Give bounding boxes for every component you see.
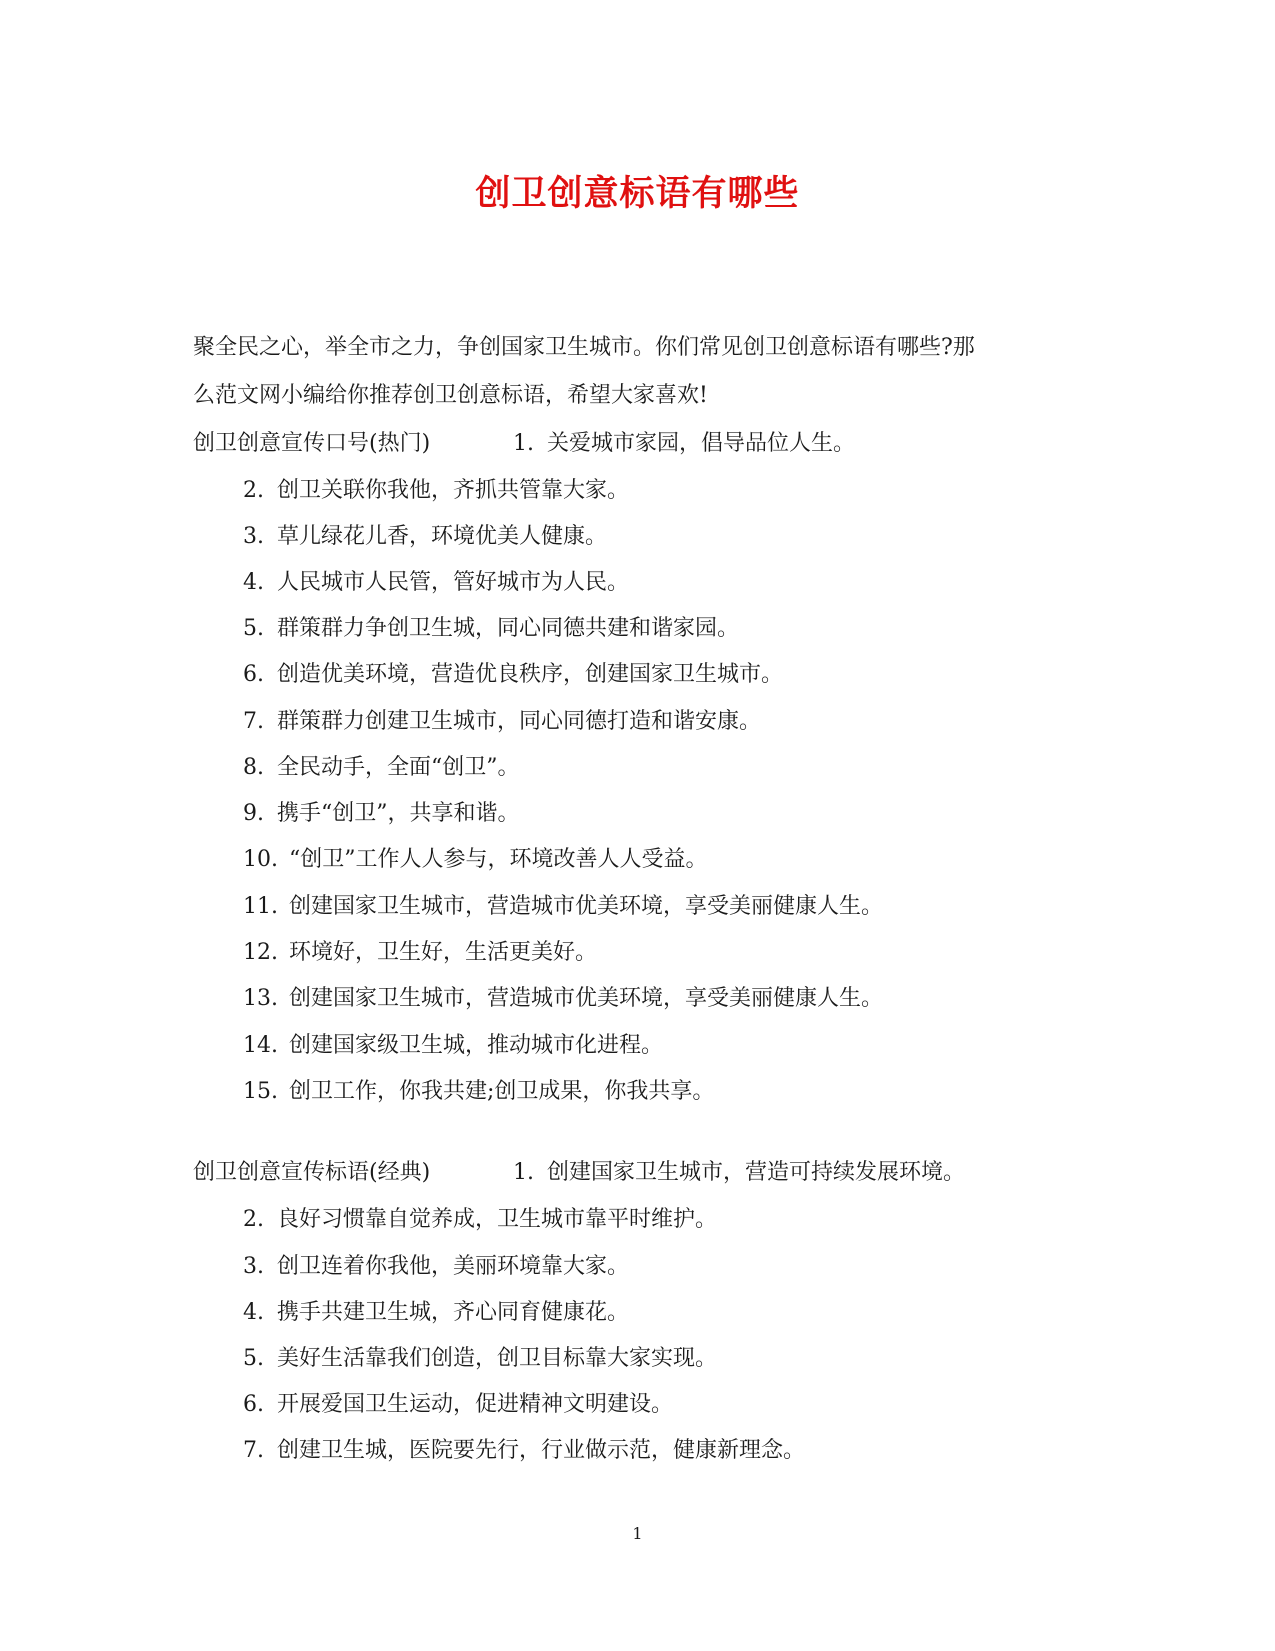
section-2-item-1 [513,1158,965,1188]
item-number: 6. [243,662,264,687]
section-1-heading: 创卫创意宣传口号(热门) [193,431,431,456]
section-1-item-9 [243,799,520,829]
section-1-item-10 [243,845,708,875]
item-number: 1. [513,1160,534,1185]
section-2-item-4 [243,1298,629,1328]
item-number: 5. [243,1346,264,1371]
section-2-item-5 [243,1344,717,1374]
item-number: 8. [243,755,264,780]
item-number: 5. [243,616,264,641]
section-2-item-2 [243,1205,717,1235]
section-1-item-2 [243,476,629,506]
item-text: 美好生活靠我们创造，创卫目标靠大家实现。 [277,1346,718,1371]
item-text: 创建国家卫生城市，营造城市优美环境，享受美丽健康人生。 [289,894,884,919]
item-number: 12. [243,940,278,965]
section-1-heading-line [193,429,855,459]
section-2-heading-line [193,1158,965,1188]
item-text: 良好习惯靠自觉养成，卫生城市靠平时维护。 [277,1207,718,1232]
section-1-item-15 [243,1077,714,1107]
item-text: 全民动手，全面“创卫”。 [277,755,520,780]
section-1-item-8 [243,753,520,783]
page-number: 1 [632,1524,643,1543]
item-number: 3. [243,1254,264,1279]
item-number: 11. [243,894,278,919]
item-number: 2. [243,478,264,503]
item-text: 创造优美环境，营造优良秩序，创建国家卫生城市。 [277,662,784,687]
section-2-item-6 [243,1390,673,1420]
item-number: 13. [243,986,278,1011]
item-text: 开展爱国卫生运动，促进精神文明建设。 [277,1392,674,1417]
item-text: 创卫工作，你我共建;创卫成果，你我共享。 [289,1079,715,1104]
section-1-item-1 [513,429,855,459]
item-number: 3. [243,524,264,549]
section-1-item-12 [243,938,597,968]
item-number: 10. [243,847,278,872]
item-text: 携手“创卫”，共享和谐。 [277,801,520,826]
item-text: 创卫连着你我他，美丽环境靠大家。 [277,1254,630,1279]
item-text: 创卫关联你我他，齐抓共管靠大家。 [277,478,630,503]
item-text: 人民城市人民管，管好城市为人民。 [277,570,630,595]
item-text: 草儿绿花儿香，环境优美人健康。 [277,524,608,549]
item-number: 14. [243,1033,278,1058]
item-text: 创建国家卫生城市，营造可持续发展环境。 [547,1160,966,1185]
item-number: 4. [243,570,264,595]
item-text: 群策群力争创卫生城，同心同德共建和谐家园。 [277,616,740,641]
section-1-item-14 [243,1031,663,1061]
item-number: 6. [243,1392,264,1417]
item-number: 15. [243,1079,278,1104]
intro-line-1: 聚全民之心，举全市之力，争创国家卫生城市。你们常见创卫创意标语有哪些?那 [193,335,975,360]
item-text: 创建国家卫生城市，营造城市优美环境，享受美丽健康人生。 [289,986,884,1011]
item-text: 关爱城市家园，倡导品位人生。 [547,431,856,456]
section-1-item-3 [243,522,607,552]
section-2-item-3 [243,1252,629,1282]
section-1-item-6 [243,660,783,690]
item-number: 1. [513,431,534,456]
section-2-heading: 创卫创意宣传标语(经典) [193,1160,431,1185]
document-title: 创卫创意标语有哪些 [475,173,800,214]
item-text: 创建卫生城，医院要先行，行业做示范，健康新理念。 [277,1438,806,1463]
intro-line-2: 么范文网小编给你推荐创卫创意标语，希望大家喜欢! [193,383,708,408]
item-number: 7. [243,1438,264,1463]
item-text: 携手共建卫生城，齐心同育健康花。 [277,1300,630,1325]
item-text: 创建国家级卫生城，推动城市化进程。 [289,1033,664,1058]
section-1-item-4 [243,568,629,598]
item-text: 群策群力创建卫生城市，同心同德打造和谐安康。 [277,709,762,734]
section-1-item-5 [243,614,739,644]
item-text: 环境好，卫生好，生活更美好。 [289,940,598,965]
item-number: 9. [243,801,264,826]
item-text: “创卫”工作人人参与，环境改善人人受益。 [289,847,708,872]
item-number: 4. [243,1300,264,1325]
section-1-item-7 [243,707,761,737]
section-1-item-11 [243,892,883,922]
item-number: 7. [243,709,264,734]
item-number: 2. [243,1207,264,1232]
section-1-item-13 [243,984,883,1014]
section-2-item-7 [243,1436,805,1466]
